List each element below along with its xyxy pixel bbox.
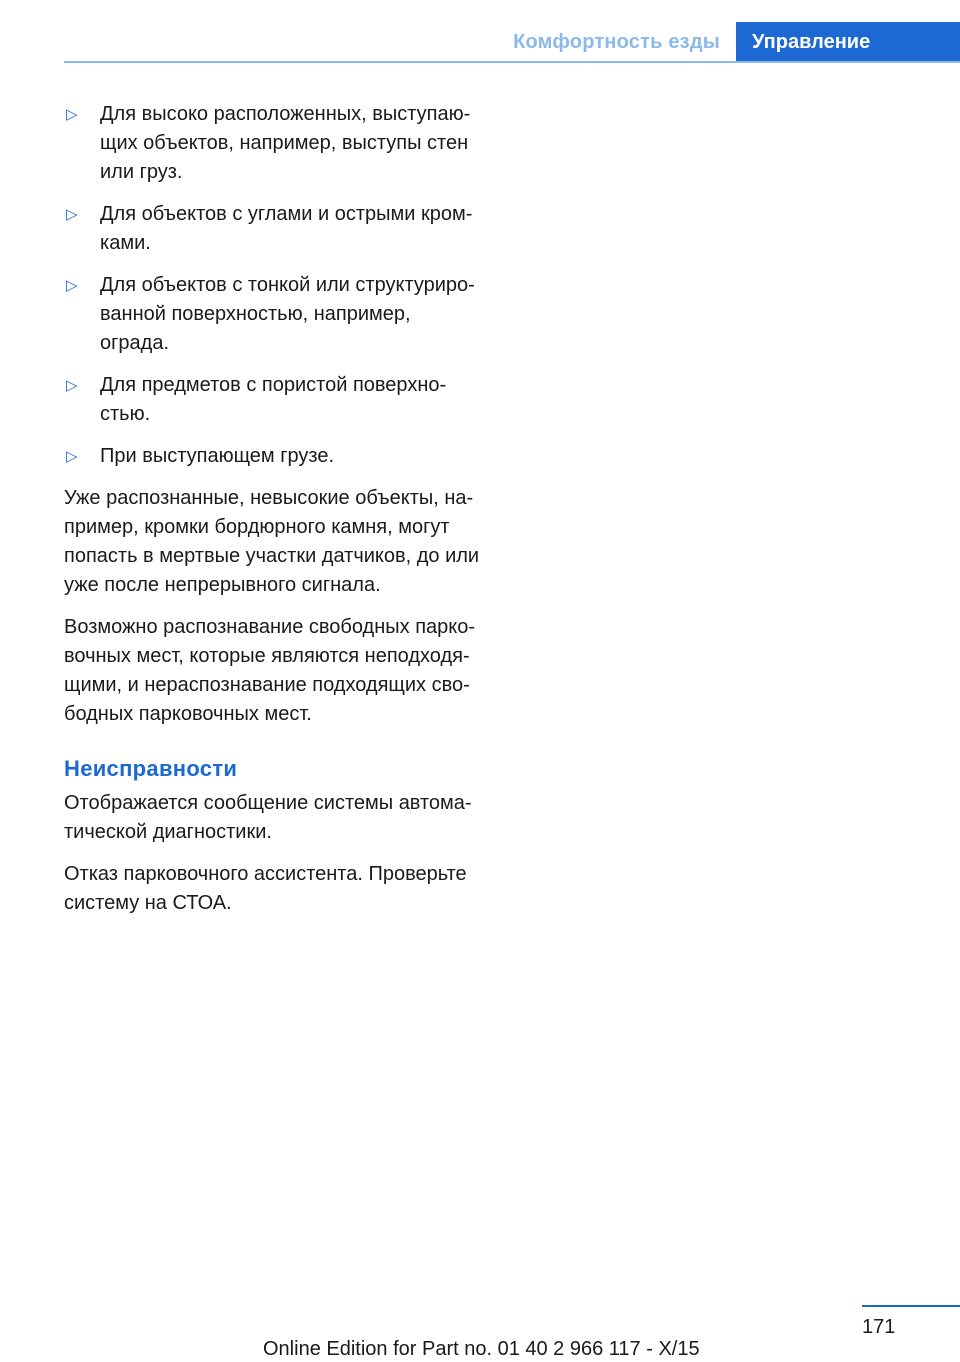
- edition-note: Online Edition for Part no. 01 40 2 966 117 - X/15: [263, 1338, 700, 1360]
- header-divider: [64, 61, 960, 63]
- triangle-right-icon: ▷: [66, 377, 78, 394]
- list-item: [64, 371, 480, 429]
- page-number: 171: [862, 1316, 896, 1338]
- paragraph: Отказ парковочного ассистента. Проверьте систему на СТОА.: [64, 863, 467, 914]
- list-item-text: Для предметов с пористой поверхно-стью.: [100, 374, 447, 425]
- footer-divider: [862, 1305, 960, 1307]
- list-item: [64, 442, 480, 471]
- section-title[interactable]: Комфортность езды: [513, 30, 720, 53]
- list-item-text: Для объектов с тонкой или структуриро-ванной поверхностью, например, ограда.: [100, 274, 475, 354]
- bullet-list: [64, 100, 480, 471]
- list-item-text: При выступающем грузе.: [100, 445, 335, 467]
- list-item: [64, 100, 480, 187]
- triangle-right-icon: ▷: [66, 106, 78, 123]
- paragraph: Уже распознанные, невысокие объекты, на-пример, кромки бордюрного камня, могут попасть в мертвые участки датчиков, до или уже после непрерывного сигнала.: [64, 487, 480, 596]
- list-item: [64, 271, 480, 358]
- section-heading: Неисправности: [64, 756, 238, 781]
- page-header: [497, 22, 960, 62]
- paragraph: Отображается сообщение системы автома-тической диагностики.: [64, 792, 472, 843]
- list-item-text: Для объектов с углами и острыми кром-ками.: [100, 203, 473, 254]
- list-item: [64, 200, 480, 258]
- triangle-right-icon: ▷: [66, 448, 78, 465]
- paragraph: Возможно распознавание свободных парко-вочных мест, которые являются неподходя-щими, и нераспознавание подходящих сво-бодных парковочных мест.: [64, 616, 476, 725]
- triangle-right-icon: ▷: [66, 277, 78, 294]
- list-item-text: Для высоко расположенных, выступаю-щих объектов, например, выступы стен или груз.: [100, 103, 471, 183]
- main-content: [64, 100, 480, 931]
- triangle-right-icon: ▷: [66, 206, 78, 223]
- chapter-title[interactable]: Управление: [736, 22, 960, 62]
